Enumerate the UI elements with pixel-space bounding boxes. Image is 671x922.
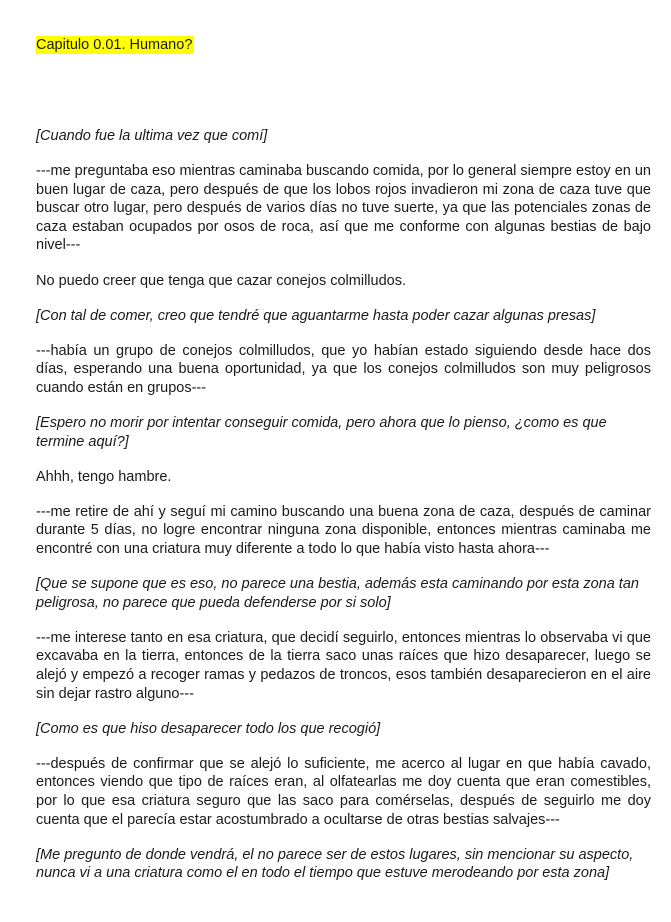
- document-body: [36, 127, 651, 899]
- paragraph-narration: ---me interese tanto en esa criatura, que decidí seguirlo, entonces mientras lo observaba vi que excavaba en la tierra, entonces de la tierra saco unas raíces que hizo desaparecer, luego se alejó y empezó a recoger ramas y pedazos de troncos, esos también desaparecieron en el aire sin dejar rastro alguno---: [36, 629, 651, 702]
- paragraph-narration: ---había un grupo de conejos colmilludos, que yo habían estado siguiendo desde hace dos días, esperando una buena oportunidad, ya que los conejos colmilludos son muy peligrosos cuando están en grupos---: [36, 342, 651, 396]
- paragraph-narration: ---me preguntaba eso mientras caminaba buscando comida, por lo general siempre estoy en un buen lugar de caza, pero después de que los lobos rojos invadieron mi zona de caza tuve que buscar otro lugar, pero después de varios días no tuve suerte, ya que las potenciales zonas de caza estaban ocupados por osos de roca, así que me conforme con algunas bestias de bajo nivel---: [36, 163, 651, 254]
- paragraph-thought: [Que se supone que es eso, no parece una bestia, además esta caminando por esta zona tan peligrosa, no parece que pueda defenderse por si solo]: [36, 576, 639, 611]
- chapter-title: Capitulo 0.01. Humano?: [36, 37, 193, 53]
- paragraph-thought: [Espero no morir por intentar conseguir comida, pero ahora que lo pienso, ¿como es que termine aquí?]: [36, 415, 607, 450]
- paragraph-narration: ---me retire de ahí y seguí mi camino buscando una buena zona de caza, después de caminar durante 5 días, no logre encontrar ninguna zona disponible, entonces mientras caminaba me encontré con una criatura muy diferente a todo lo que había visto hasta ahora---: [36, 503, 651, 557]
- paragraph-thought: [Cuando fue la ultima vez que comí]: [36, 128, 268, 144]
- paragraph-narration: ---después de confirmar que se alejó lo suficiente, me acerco al lugar en que había cavado, entonces viendo que tipo de raíces eran, al olfatearlas me doy cuenta que eran comestibles, por lo que esa criatura seguro que las saco para comérselas, después de seguirlo me doy cuenta que el parecía estar acostumbrado a ocultarse de otras bestias salvajes---: [36, 755, 651, 828]
- paragraph-thought: [Me pregunto de donde vendrá, el no parece ser de estos lugares, sin mencionar su aspecto, nunca vi a una criatura como el en todo el tiempo que estuve merodeando por esta zona]: [36, 846, 634, 882]
- paragraph-speech: Ahhh, tengo hambre.: [36, 468, 172, 485]
- paragraph-speech: No puedo creer que tenga que cazar conejos colmilludos.: [36, 272, 406, 289]
- paragraph-thought: [Como es que hiso desaparecer todo los que recogió]: [36, 720, 381, 737]
- paragraph-thought: [Con tal de comer, creo que tendré que aguantarme hasta poder cazar algunas presas]: [36, 307, 596, 324]
